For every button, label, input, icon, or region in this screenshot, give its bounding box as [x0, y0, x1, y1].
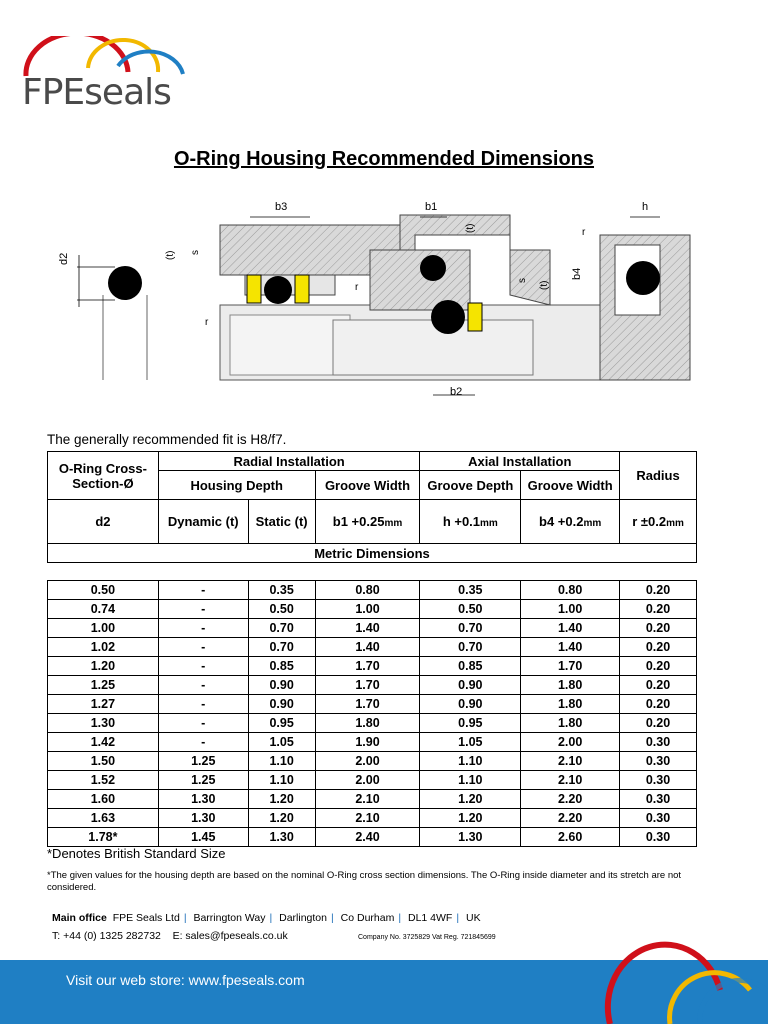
label-s-right: s: [517, 278, 528, 283]
table-cell: 0.80: [315, 581, 420, 600]
table-cell: 1.10: [420, 771, 521, 790]
table-cell: 1.80: [521, 676, 620, 695]
table-cell: 2.00: [315, 771, 420, 790]
table-cell: -: [158, 733, 248, 752]
header-axial: Axial Installation: [420, 452, 620, 471]
table-cell: 0.50: [48, 581, 159, 600]
table-cell: 1.00: [521, 600, 620, 619]
header-r: r ±0.2mm: [620, 500, 697, 544]
table-cell: 1.80: [315, 714, 420, 733]
decorative-arcs-icon: [600, 930, 768, 1024]
table-cell: 0.90: [248, 695, 315, 714]
table-cell: 1.20: [420, 790, 521, 809]
email-link[interactable]: sales@fpeseals.co.uk: [185, 930, 288, 942]
company-reg: Company No. 3725829 Vat Reg. 721845699: [358, 934, 496, 941]
table-row: [48, 600, 697, 619]
label-b1: b1: [425, 201, 438, 213]
table-cell: 0.20: [620, 619, 697, 638]
table-cell: 1.25: [48, 676, 159, 695]
label-t-left: (t): [165, 250, 176, 260]
table-cell: -: [158, 619, 248, 638]
header-groove-width-axial: Groove Width: [521, 471, 620, 500]
header-groove-width: Groove Width: [315, 471, 420, 500]
table-row: [48, 790, 697, 809]
header-groove-depth: Groove Depth: [420, 471, 521, 500]
table-cell: 0.30: [620, 771, 697, 790]
header-static: Static (t): [248, 500, 315, 544]
table-cell: 0.74: [48, 600, 159, 619]
header-b1: b1 +0.25mm: [315, 500, 420, 544]
table-cell: 0.30: [620, 752, 697, 771]
table-cell: -: [158, 581, 248, 600]
table-cell: 1.78*: [48, 828, 159, 847]
table-cell: 0.20: [620, 695, 697, 714]
header-metric: Metric Dimensions: [48, 544, 697, 563]
table-cell: 2.10: [521, 771, 620, 790]
table-cell: 1.02: [48, 638, 159, 657]
table-cell: 0.35: [420, 581, 521, 600]
header-oring: O-Ring Cross-Section-Ø: [48, 452, 159, 500]
table-cell: 1.40: [315, 619, 420, 638]
table-cell: 1.10: [248, 771, 315, 790]
table-row: [48, 695, 697, 714]
table-cell: 0.50: [248, 600, 315, 619]
label-s-left: s: [190, 250, 201, 255]
table-row: [48, 828, 697, 847]
web-store-link[interactable]: Visit our web store: www.fpeseals.com: [66, 972, 305, 988]
table-cell: 0.35: [248, 581, 315, 600]
table-cell: 2.00: [521, 733, 620, 752]
header-table: [47, 451, 697, 563]
table-cell: 2.10: [521, 752, 620, 771]
header-h: h +0.1mm: [420, 500, 521, 544]
label-h: h: [642, 201, 649, 213]
phone: +44 (0) 1325 282732: [63, 930, 161, 942]
table-cell: 1.70: [315, 676, 420, 695]
fit-note: The generally recommended fit is H8/f7.: [47, 432, 287, 447]
table-cell: 0.70: [248, 619, 315, 638]
header-radius: Radius: [620, 452, 697, 500]
table-row: [48, 638, 697, 657]
table-cell: 0.90: [420, 676, 521, 695]
table-cell: 1.30: [48, 714, 159, 733]
table-cell: 1.05: [420, 733, 521, 752]
table-cell: 1.10: [420, 752, 521, 771]
table-cell: 0.95: [248, 714, 315, 733]
table-cell: 1.42: [48, 733, 159, 752]
label-t-right: (t): [539, 280, 550, 290]
header-housing-depth: Housing Depth: [158, 471, 315, 500]
table-cell: 1.45: [158, 828, 248, 847]
page-title: O-Ring Housing Recommended Dimensions: [173, 148, 595, 170]
table-cell: 0.20: [620, 600, 697, 619]
table-row: [48, 619, 697, 638]
logo-text: FPEseals: [22, 72, 171, 113]
table-cell: 1.30: [158, 809, 248, 828]
oring-section-icon: [108, 266, 142, 300]
label-r-left: r: [205, 317, 209, 328]
contact-line: Main office FPE Seals Ltd | Barrington Way | Darlington | Co Durham | DL1 4WF | UK: [52, 912, 481, 924]
table-cell: 1.30: [158, 790, 248, 809]
table-cell: 1.00: [315, 600, 420, 619]
table-cell: 1.70: [521, 657, 620, 676]
table-cell: -: [158, 676, 248, 695]
table-cell: 1.30: [248, 828, 315, 847]
bs-note: *Denotes British Standard Size: [47, 846, 226, 861]
table-cell: -: [158, 657, 248, 676]
table-cell: 1.80: [521, 714, 620, 733]
label-d2: d2: [58, 252, 70, 265]
label-b2: b2: [450, 386, 463, 398]
table-row: [48, 809, 697, 828]
table-cell: 1.63: [48, 809, 159, 828]
foot-note: *The given values for the housing depth are based on the nominal O-Ring cross section dimensions. The O-Ring inside diameter and its stretch are not considered.: [47, 870, 682, 893]
table-cell: -: [158, 600, 248, 619]
table-cell: 0.20: [620, 638, 697, 657]
table-cell: 0.70: [248, 638, 315, 657]
table-cell: 1.20: [248, 809, 315, 828]
table-row: [48, 771, 697, 790]
table-cell: 1.40: [315, 638, 420, 657]
table-cell: 1.40: [521, 638, 620, 657]
table-cell: 0.70: [420, 619, 521, 638]
table-cell: 1.25: [158, 752, 248, 771]
table-cell: 0.30: [620, 733, 697, 752]
table-cell: 0.20: [620, 714, 697, 733]
table-cell: 1.40: [521, 619, 620, 638]
table-cell: 1.25: [158, 771, 248, 790]
table-cell: 0.70: [420, 638, 521, 657]
table-cell: 1.52: [48, 771, 159, 790]
table-row: [48, 733, 697, 752]
label-r-mid: r: [355, 282, 359, 293]
table-cell: 0.20: [620, 581, 697, 600]
header-dynamic: Dynamic (t): [158, 500, 248, 544]
table-cell: 0.85: [248, 657, 315, 676]
table-cell: 2.00: [315, 752, 420, 771]
housing-diagram: [55, 195, 715, 410]
table-cell: 1.05: [248, 733, 315, 752]
contact-phone-email: T: +44 (0) 1325 282732 E: sales@fpeseals.co.uk: [52, 930, 288, 942]
label-t-top: (t): [465, 223, 476, 233]
table-cell: 1.20: [48, 657, 159, 676]
table-cell: 2.10: [315, 809, 420, 828]
table-cell: 2.20: [521, 790, 620, 809]
table-cell: 0.30: [620, 809, 697, 828]
table-cell: 2.20: [521, 809, 620, 828]
table-cell: 1.20: [420, 809, 521, 828]
table-row: [48, 657, 697, 676]
header-d2: d2: [48, 500, 159, 544]
table-row: [48, 581, 697, 600]
label-b3: b3: [275, 201, 288, 213]
label-r-right: r: [582, 227, 586, 238]
table-cell: 0.85: [420, 657, 521, 676]
label-b4: b4: [571, 267, 583, 280]
table-row: [48, 714, 697, 733]
header-b4: b4 +0.2mm: [521, 500, 620, 544]
table-cell: 1.50: [48, 752, 159, 771]
table-cell: 0.90: [420, 695, 521, 714]
table-cell: 1.20: [248, 790, 315, 809]
table-cell: 0.50: [420, 600, 521, 619]
table-cell: 2.40: [315, 828, 420, 847]
table-row: [48, 676, 697, 695]
table-cell: 0.20: [620, 676, 697, 695]
table-cell: 2.10: [315, 790, 420, 809]
table-cell: 1.10: [248, 752, 315, 771]
table-cell: 0.90: [248, 676, 315, 695]
table-cell: 0.30: [620, 790, 697, 809]
table-cell: 1.30: [420, 828, 521, 847]
table-cell: 0.95: [420, 714, 521, 733]
table-cell: -: [158, 714, 248, 733]
table-cell: 1.00: [48, 619, 159, 638]
table-cell: 0.80: [521, 581, 620, 600]
table-cell: 1.80: [521, 695, 620, 714]
table-cell: 2.60: [521, 828, 620, 847]
table-cell: 1.60: [48, 790, 159, 809]
table-row: [48, 752, 697, 771]
dimensions-table: [47, 580, 697, 847]
table-cell: 0.30: [620, 828, 697, 847]
table-cell: 0.20: [620, 657, 697, 676]
table-cell: -: [158, 638, 248, 657]
table-cell: -: [158, 695, 248, 714]
table-cell: 1.90: [315, 733, 420, 752]
table-cell: 1.70: [315, 695, 420, 714]
table-cell: 1.27: [48, 695, 159, 714]
header-radial: Radial Installation: [158, 452, 420, 471]
table-cell: 1.70: [315, 657, 420, 676]
